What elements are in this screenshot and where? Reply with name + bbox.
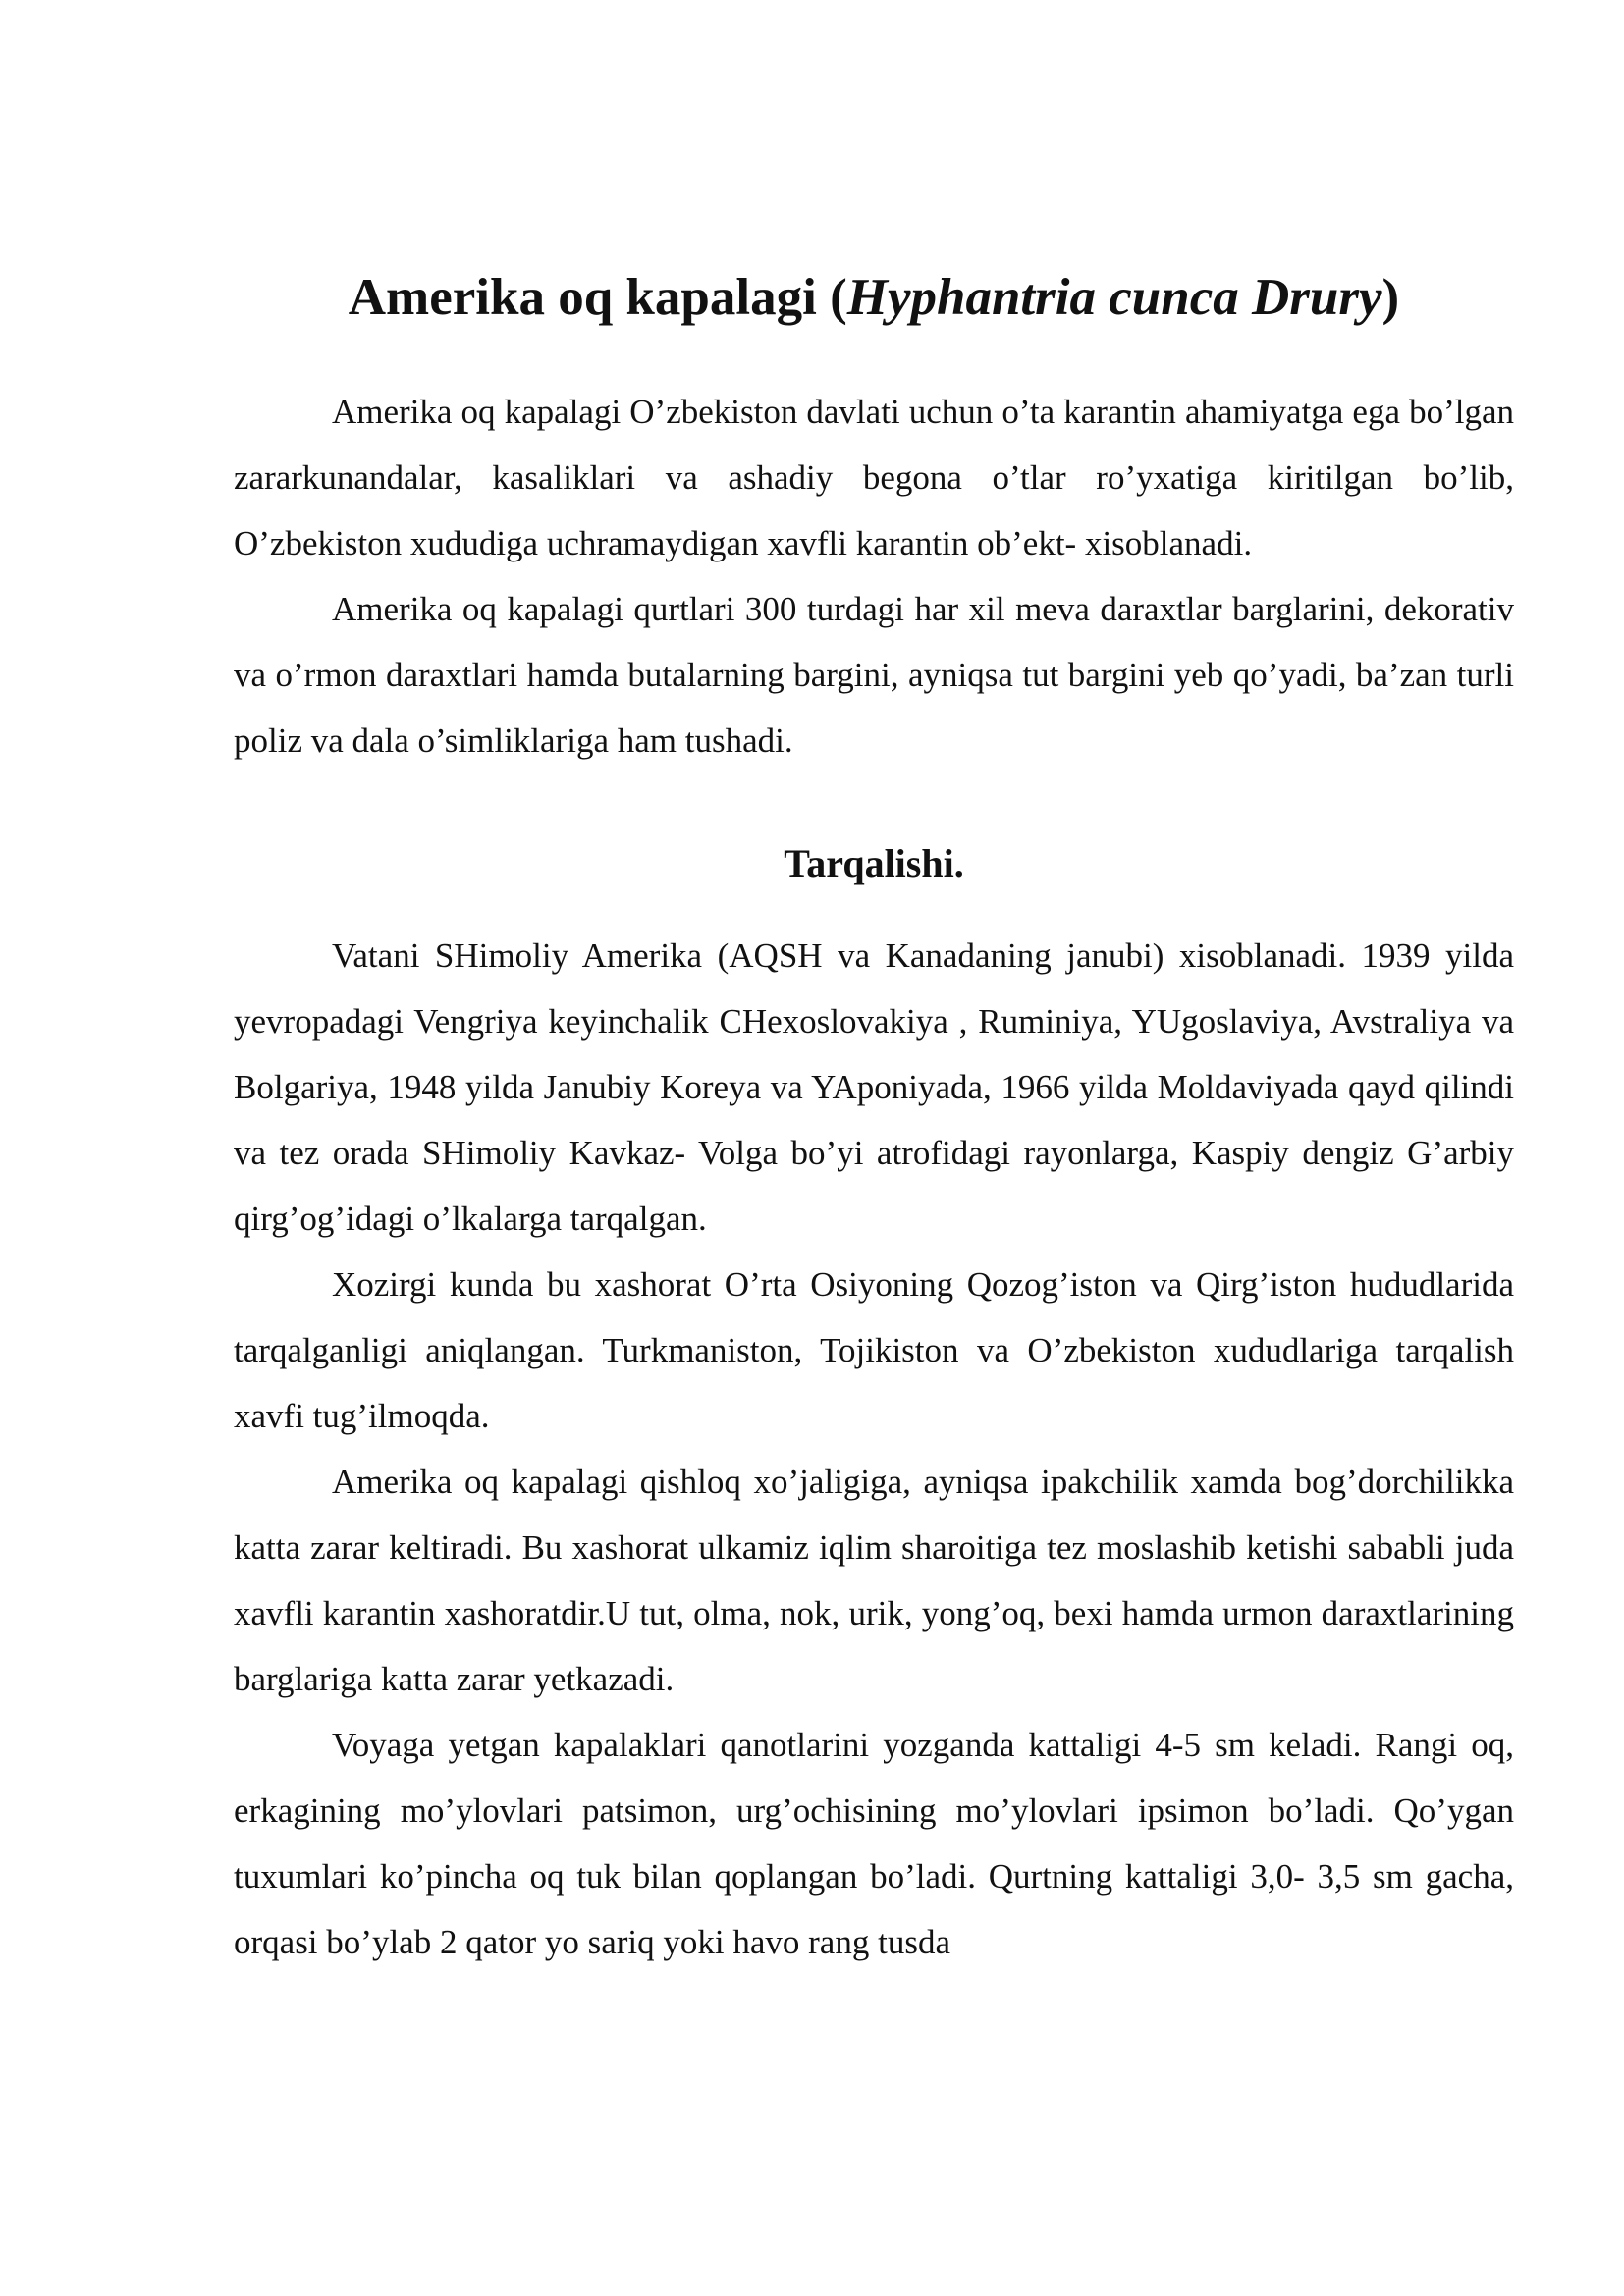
intro-paragraph-2: Amerika oq kapalagi qurtlari 300 turdagi har xil meva daraxtlar barglarini, dekorativ va o’rmon daraxtlari hamda butalarning bargini, ayniqsa tut bargini yeb qo’yadi, ba’zan turli poliz va dala o’simliklariga ham tushadi. bbox=[234, 590, 1514, 760]
distribution-paragraph-3: Amerika oq kapalagi qishloq xo’jaligiga, ayniqsa ipakchilik xamda bog’dorchilikka katta zarar keltiradi. Bu xashorat ulkamiz iqlim sharoitiga tez moslashib ketishi sababli juda xavfli karantin xashoratdir.U tut, olma, nok, urik, yong’oq, bexi hamda urmon daraxtlarining barglariga katta zarar yetkazadi. bbox=[234, 1463, 1514, 1698]
distribution-paragraph-1: Vatani SHimoliy Amerika (AQSH va Kanadaning janubi) xisoblanadi. 1939 yilda yevropadagi Vengriya keyinchalik CHexoslovakiya , Ruminiya, YUgoslaviya, Avstraliya va Bolgariya, 1948 yilda Janubiy Koreya va YAponiyada, 1966 yilda Moldaviyada qayd qilindi va tez orada SHimoliy Kavkaz- Volga bo’yi atrofidagi rayonlarga, Kaspiy dengiz G’arbiy qirg’og’idagi o’lkalarga tarqalgan. bbox=[234, 936, 1514, 1238]
page-title bbox=[234, 253, 1514, 342]
section-heading-distribution: Tarqalishi. bbox=[784, 841, 964, 885]
title-suffix: ) bbox=[1381, 269, 1400, 326]
distribution-paragraph-2: Xozirgi kunda bu xashorat O’rta Osiyoning Qozog’iston va Qirg’iston hududlarida tarqalganligi aniqlangan. Turkmaniston, Tojikiston va O’zbekiston xududlariga tarqalish xavfi tug’ilmoqda. bbox=[234, 1265, 1514, 1435]
title-species-name: Hyphantria cunca Drury bbox=[846, 269, 1382, 326]
title-prefix: Amerika oq kapalagi ( bbox=[348, 269, 847, 326]
document-body bbox=[234, 253, 1514, 1975]
intro-paragraph-1: Amerika oq kapalagi O’zbekiston davlati uchun o’ta karantin ahamiyatga ega bo’lgan zararkunandalar, kasaliklari va ashadiy begona o’tlar ro’yxatiga kiritilgan bo’lib, O’zbekiston xududiga uchramaydigan xavfli karantin ob’ekt- xisoblanadi. bbox=[234, 393, 1514, 562]
distribution-paragraph-4: Voyaga yetgan kapalaklari qanotlarini yozganda kattaligi 4-5 sm keladi. Rangi oq, erkagining mo’ylovlari patsimon, urg’ochisining mo’ylovlari ipsimon bo’ladi. Qo’ygan tuxumlari ko’pincha oq tuk bilan qoplangan bo’ladi. Qurtning kattaligi 3,0- 3,5 sm gacha, orqasi bo’ylab 2 qator yo sariq yoki havo rang tusda bbox=[234, 1726, 1514, 1961]
